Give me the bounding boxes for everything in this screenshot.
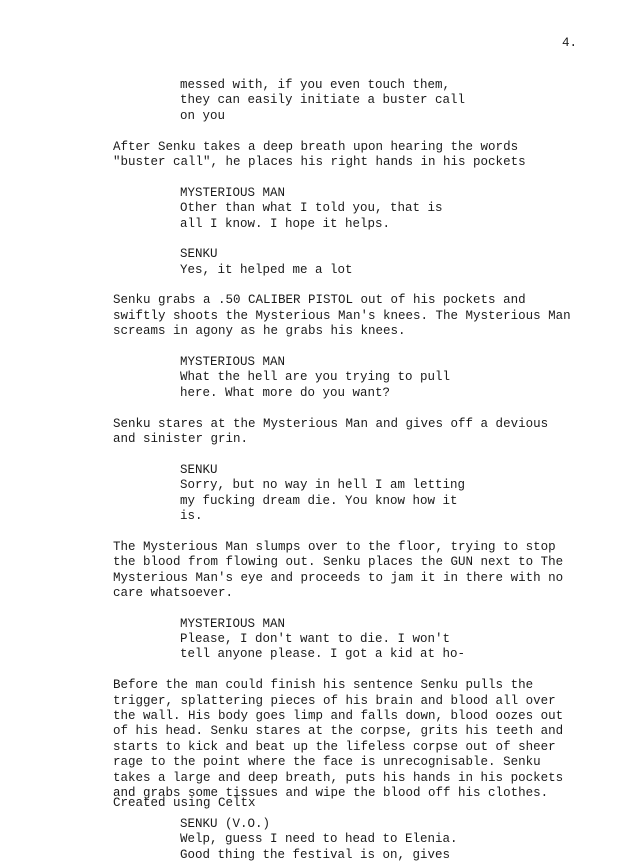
action-line: trigger, splattering pieces of his brain and blood all over [113, 693, 556, 708]
action-line: After Senku takes a deep breath upon hearing the words [113, 139, 519, 154]
dialogue-line: they can easily initiate a buster call [180, 93, 466, 108]
dialogue-block [113, 247, 593, 278]
dialogue-block [113, 355, 593, 401]
action-line: care whatsoever. [113, 585, 234, 600]
dialogue-line: What the hell are you trying to pull [180, 370, 451, 385]
action-line: the wall. His body goes limp and falls down, blood oozes out [113, 709, 564, 724]
dialogue-line: here. What more do you want? [180, 385, 391, 400]
character-name: SENKU (V.O.) [180, 816, 271, 831]
dialogue-line: Welp, guess I need to head to Elenia. [180, 832, 458, 847]
action-line: rage to the point where the face is unrecognisable. Senku [113, 755, 541, 770]
action-block [113, 540, 593, 602]
action-block [113, 140, 593, 171]
character-name: MYSTERIOUS MAN [180, 616, 286, 631]
character-name: MYSTERIOUS MAN [180, 185, 286, 200]
action-line: and sinister grin. [113, 431, 249, 446]
action-line: the blood from flowing out. Senku places the GUN next to The [113, 555, 564, 570]
action-block [113, 293, 593, 339]
dialogue-line: Please, I don't want to die. I won't [180, 632, 451, 647]
action-line: starts to kick and beat up the lifeless corpse out of sheer [113, 739, 556, 754]
page-number: 4. [561, 36, 577, 50]
footer-credit: Created using Celtx [113, 796, 256, 810]
dialogue-block [113, 186, 593, 232]
character-name: SENKU [180, 462, 218, 477]
dialogue-line: all I know. I hope it helps. [180, 216, 391, 231]
dialogue-line: Yes, it helped me a lot [180, 262, 353, 277]
character-name: MYSTERIOUS MAN [180, 355, 286, 370]
dialogue-line: Good thing the festival is on, gives [180, 847, 451, 862]
action-line: "buster call", he places his right hands in his pockets [113, 154, 526, 169]
dialogue-line: messed with, if you even touch them, [180, 78, 451, 92]
action-line: and grabs some tissues and wipe the blood off his clothes. [113, 785, 549, 800]
dialogue-line: is. [180, 508, 203, 523]
action-line: Before the man could finish his sentence Senku pulls the [113, 678, 534, 693]
dialogue-block [113, 463, 593, 525]
action-line: screams in agony as he grabs his knees. [113, 324, 406, 339]
action-line: swiftly shoots the Mysterious Man's knees. The Mysterious Man [113, 308, 571, 323]
action-line: Senku stares at the Mysterious Man and gives off a devious [113, 416, 549, 431]
dialogue-line: Other than what I told you, that is [180, 201, 443, 216]
character-name: SENKU [180, 247, 218, 262]
action-block [113, 417, 593, 448]
script-body [113, 78, 593, 863]
action-line: of his head. Senku stares at the corpse, grits his teeth and [113, 724, 564, 739]
dialogue-line: Sorry, but no way in hell I am letting [180, 478, 466, 493]
dialogue-block [113, 78, 593, 124]
dialogue-line: on you [180, 108, 226, 123]
dialogue-line: tell anyone please. I got a kid at ho- [180, 647, 466, 662]
action-line: Mysterious Man's eye and proceeds to jam it in there with no [113, 570, 564, 585]
action-block [113, 678, 593, 801]
dialogue-block [113, 617, 593, 663]
action-line: Senku grabs a .50 CALIBER PISTOL out of his pockets and [113, 293, 526, 308]
action-line: The Mysterious Man slumps over to the floor, trying to stop [113, 539, 556, 554]
action-line: takes a large and deep breath, puts his hands in his pockets [113, 770, 564, 785]
dialogue-line: my fucking dream die. You know how it [180, 493, 458, 508]
dialogue-block [113, 817, 593, 863]
